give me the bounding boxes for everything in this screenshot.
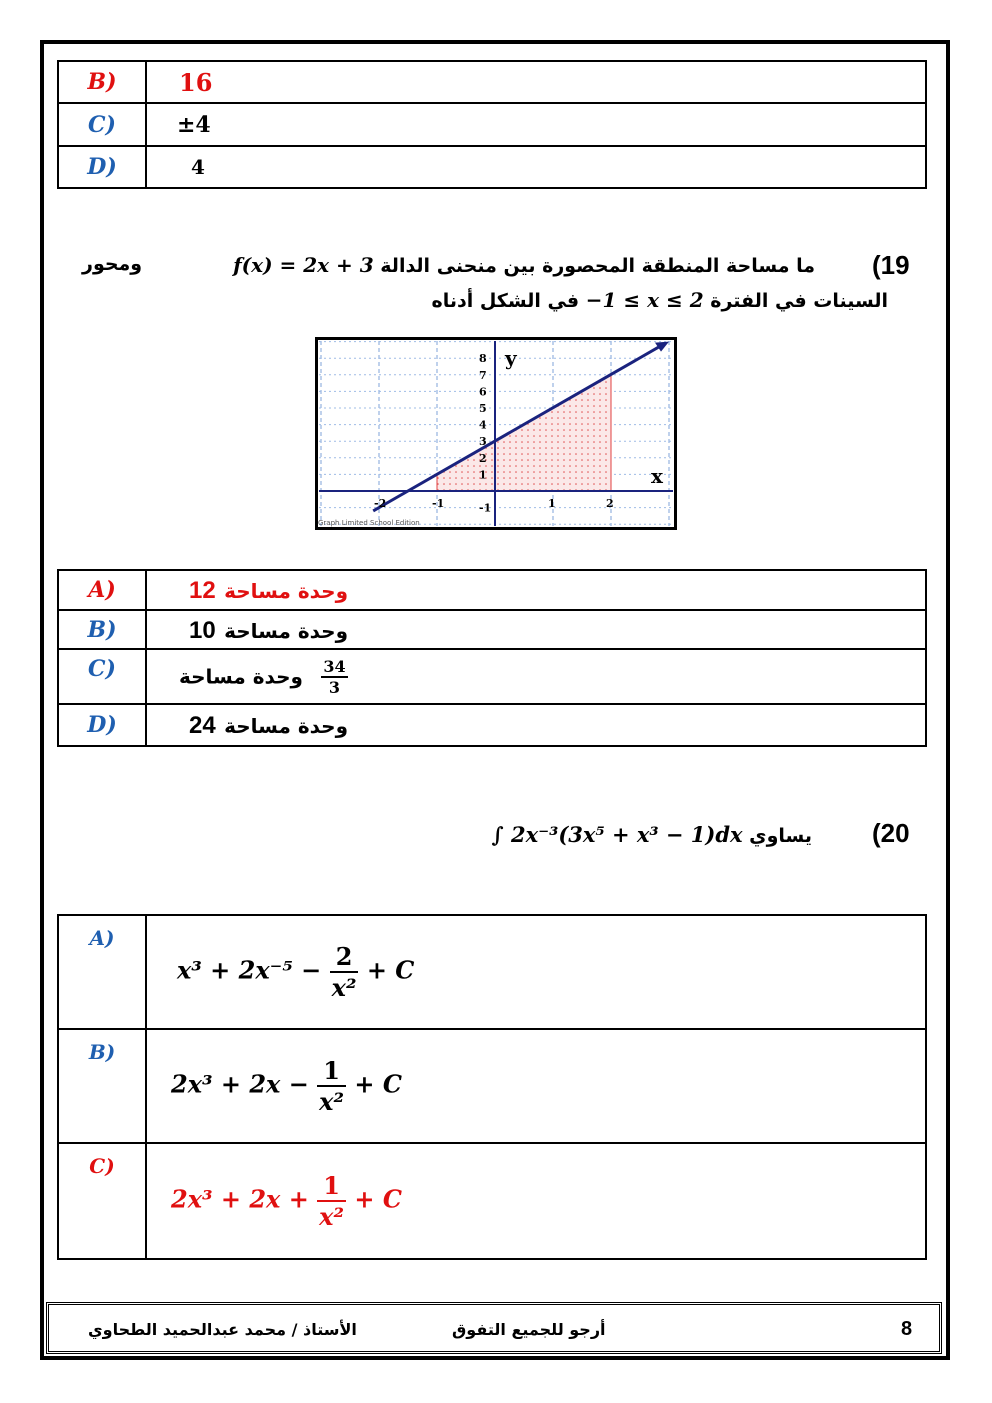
expr-post: + C	[354, 1069, 402, 1099]
footer-wish: أرجو للجميع التفوق	[452, 1320, 606, 1339]
option-value	[146, 704, 926, 746]
expr-fraction: $\frac{1}{\text{x²}}$	[319, 1056, 344, 1116]
answer-number: 10	[189, 616, 216, 644]
x-tick-label: 1	[548, 497, 556, 510]
y-tick-label: 6	[479, 385, 487, 399]
unit-text: وحدة مساحة	[224, 618, 349, 643]
y-tick-label: 8	[479, 352, 487, 366]
answer-number: 12	[189, 577, 216, 604]
question-number-20: (20	[872, 818, 910, 848]
option-row-a	[58, 915, 926, 1029]
option-label: A)	[58, 570, 146, 610]
prev-question-options	[57, 60, 927, 189]
option-value	[146, 1143, 926, 1259]
y-tick-label: 1	[479, 468, 487, 482]
expr-post: + C	[354, 1184, 402, 1214]
answer-fraction: $\frac{34}{3}$	[323, 656, 346, 697]
y-tick-label: 4	[479, 418, 487, 432]
expr-fraction: $\frac{1}{\text{x²}}$	[319, 1171, 344, 1231]
option-label: B)	[58, 610, 146, 649]
option-row-d	[58, 146, 926, 188]
option-row-c	[58, 649, 926, 704]
question-text: السينات في الفترة	[710, 290, 888, 312]
option-label: C)	[58, 649, 146, 704]
option-label: A)	[58, 915, 146, 1029]
unit-text: وحدة مساحة	[179, 664, 303, 688]
q19-options	[57, 569, 927, 747]
footer-teacher: الأستاذ / محمد عبدالحميد الطحاوي	[88, 1320, 357, 1339]
question-number-19: (19	[872, 250, 910, 280]
answer-number: 24	[189, 712, 216, 739]
option-row-b	[58, 1029, 926, 1143]
y-tick-label: 7	[479, 368, 487, 382]
graph-watermark: Graph Limited School Edition	[318, 519, 420, 527]
option-row-b	[58, 610, 926, 649]
unit-text: وحدة مساحة	[224, 579, 349, 603]
y-tick-label: -1	[479, 501, 492, 515]
question-20-line	[491, 822, 812, 847]
function-formula: f(x) = 2x + 3	[233, 253, 374, 277]
expr-fraction: $\frac{2}{\text{x²}}$	[331, 942, 357, 1002]
option-row-c	[58, 1143, 926, 1259]
y-tick-label: 5	[479, 402, 487, 415]
option-label: B)	[58, 61, 146, 103]
x-axis-label: x	[651, 464, 663, 488]
option-value: 16	[146, 61, 926, 103]
expr-post: + C	[366, 955, 415, 985]
option-value: ±4	[146, 103, 926, 146]
question-text: ما مساحة المنطقة المحصورة بين منحنى الدالة	[380, 255, 815, 277]
graph-svg	[315, 337, 677, 530]
option-label: D)	[58, 704, 146, 746]
unit-text: وحدة مساحة	[224, 714, 349, 738]
interval-formula: −1 ≤ x ≤ 2	[585, 288, 704, 312]
integral-formula: ∫ 2x⁻³(3x⁵ + x³ − 1)dx	[491, 822, 743, 847]
x-tick-label: -2	[374, 497, 387, 510]
option-label: D)	[58, 146, 146, 188]
expr-pre: x³ + 2x⁻⁵ −	[177, 955, 322, 985]
question-19-line2	[431, 288, 888, 312]
question-19-line1	[233, 253, 815, 277]
question-19-line1-end: ومحور	[82, 253, 143, 275]
page-number: 8	[901, 1318, 913, 1340]
option-value	[146, 570, 926, 610]
option-value	[146, 1029, 926, 1143]
option-row-d	[58, 704, 926, 746]
option-value	[146, 915, 926, 1029]
y-tick-label: 2	[479, 451, 487, 465]
x-tick-label: 2	[606, 497, 614, 510]
option-value	[146, 610, 926, 649]
option-row-a	[58, 570, 926, 610]
option-label: C)	[58, 1143, 146, 1259]
function-graph	[315, 337, 677, 530]
option-label: B)	[58, 1029, 146, 1143]
y-tick-label: 3	[479, 435, 487, 449]
expr-pre: 2x³ + 2x +	[171, 1184, 309, 1214]
y-axis-label: y	[505, 346, 517, 370]
option-row-b	[58, 61, 926, 103]
option-label: C)	[58, 103, 146, 146]
question-text: في الشكل أدناه	[431, 290, 580, 312]
q20-options	[57, 914, 927, 1260]
x-tick-label: -1	[432, 497, 445, 510]
question-text: يساوي	[749, 825, 812, 847]
option-row-c	[58, 103, 926, 146]
option-value: 4	[146, 146, 926, 188]
expr-pre: 2x³ + 2x −	[171, 1069, 309, 1099]
option-value	[146, 649, 926, 704]
